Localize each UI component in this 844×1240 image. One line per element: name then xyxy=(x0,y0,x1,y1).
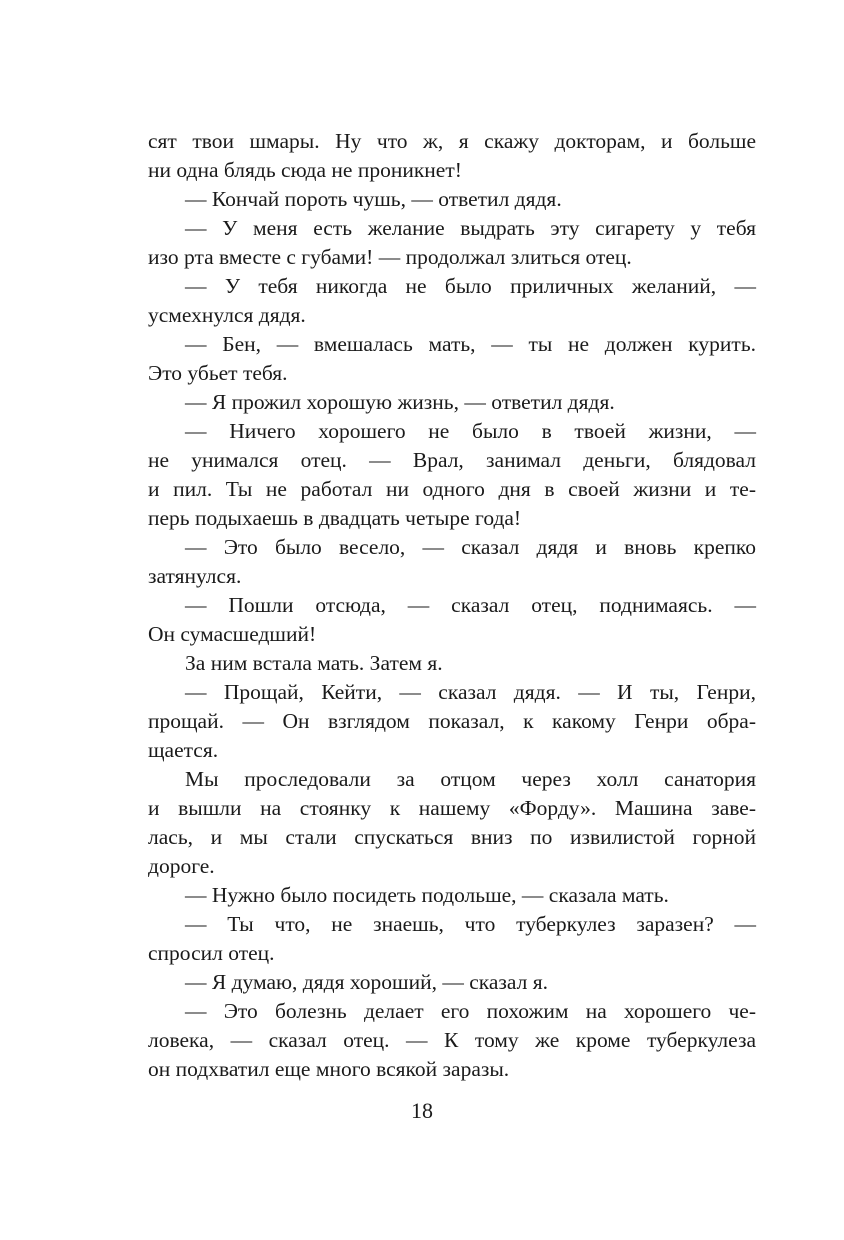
text-line: усмехнулся дядя. xyxy=(148,303,306,327)
text-line: он подхватил еще много всякой заразы. xyxy=(148,1057,510,1081)
text-line: — Пошли отсюда, — сказал отец, поднимаясь. — xyxy=(185,593,756,617)
text-line: — Прощай, Кейти, — сказал дядя. — И ты, Генри, xyxy=(185,680,756,704)
text-line: — Это болезнь делает его похожим на хорошего че- xyxy=(185,999,756,1023)
text-line: — Бен, — вмешалась мать, — ты не должен курить. xyxy=(185,332,756,356)
page-number: 18 xyxy=(411,1098,433,1123)
text-line: лась, и мы стали спускаться вниз по извилистой горной xyxy=(148,825,756,849)
text-line: перь подыхаешь в двадцать четыре года! xyxy=(148,506,522,530)
text-line: ни одна блядь сюда не проникнет! xyxy=(148,158,462,182)
text-line: и вышли на стоянку к нашему «Форду». Машина заве- xyxy=(148,796,756,820)
text-line: не унимался отец. — Врал, занимал деньги, блядовал xyxy=(148,448,756,472)
text-line: — Кончай пороть чушь, — ответил дядя. xyxy=(185,187,562,211)
text-line: — Ты что, не знаешь, что туберкулез заразен? — xyxy=(185,912,756,936)
text-line: затянулся. xyxy=(148,564,242,588)
text-line: За ним встала мать. Затем я. xyxy=(185,651,443,675)
text-line: и пил. Ты не работал ни одного дня в своей жизни и те- xyxy=(148,477,756,501)
text-line: Он сумасшедший! xyxy=(148,622,317,646)
text-line: ловека, — сказал отец. — К тому же кроме туберкулеза xyxy=(148,1028,756,1052)
text-line: — Это было весело, — сказал дядя и вновь крепко xyxy=(185,535,756,559)
text-line: — Ничего хорошего не было в твоей жизни, — xyxy=(185,419,756,443)
text-line: Это убьет тебя. xyxy=(148,361,288,385)
text-line: прощай. — Он взглядом показал, к какому Генри обра- xyxy=(148,709,756,733)
text-line: дороге. xyxy=(148,854,215,878)
text-line: щается. xyxy=(148,738,219,762)
text-line: — У тебя никогда не было приличных желаний, — xyxy=(185,274,756,298)
text-line: спросил отец. xyxy=(148,941,275,965)
text-line: изо рта вместе с губами! — продолжал злиться отец. xyxy=(148,245,632,269)
text-line: — Я думаю, дядя хороший, — сказал я. xyxy=(185,970,549,994)
body-text xyxy=(148,127,756,1084)
text-line: — У меня есть желание выдрать эту сигарету у тебя xyxy=(185,216,756,240)
text-line: сят твои шмары. Ну что ж, я скажу докторам, и больше xyxy=(148,129,756,153)
text-line: — Я прожил хорошую жизнь, — ответил дядя. xyxy=(185,390,615,414)
text-line: Мы проследовали за отцом через холл санатория xyxy=(185,767,756,791)
text-line: — Нужно было посидеть подольше, — сказала мать. xyxy=(185,883,669,907)
